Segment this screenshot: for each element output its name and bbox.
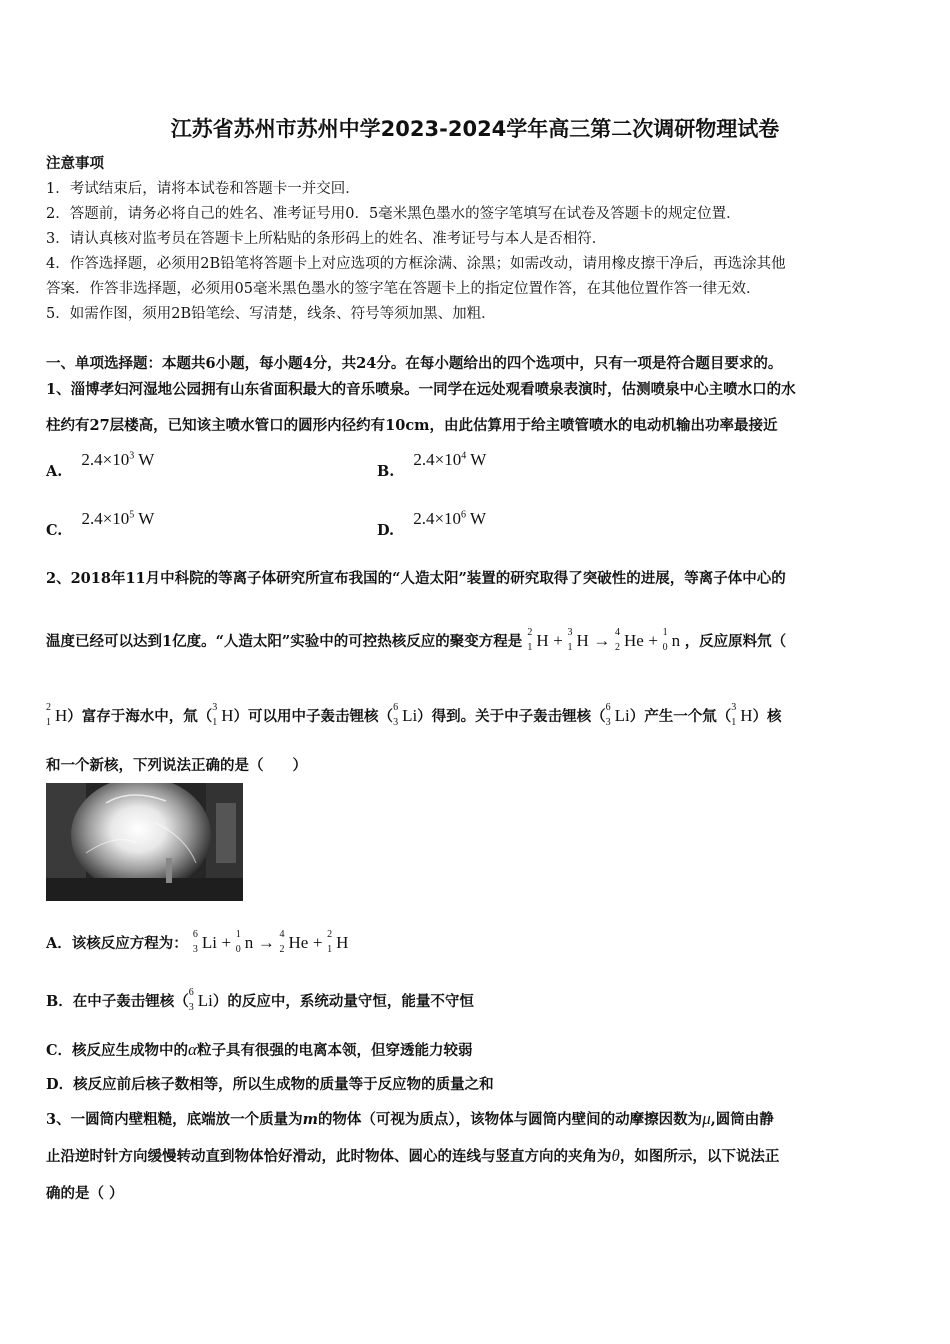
q3-stem-line1: 3、一圆筒内壁粗糙，底端放一个质量为m的物体（可视为质点），该物体与圆筒内壁间的动摩擦因数为μ,圆筒由静: [46, 1109, 774, 1128]
lithium-symbol: 6 3 Li: [393, 702, 418, 728]
option-label: D.: [377, 522, 395, 539]
option-label: A.: [46, 463, 63, 480]
q2-stem-line3: 2 1 H）富存于海水中，氚（ 3 1 H）可以用中子轰击锂核（ 6 3 Li）得到。关于中子轰击锂核（ 6 3 Li）产生一个氚（ 3 1 H）核: [46, 702, 782, 728]
q2-stem-line2: 温度已经可以达到1亿度。“人造太阳”实验中的可控热核反应的聚变方程是 2 1 H + 3 1 H → 4 2 He + 1 0 n ，反应原料氘（: [46, 627, 787, 653]
q1-stem-line1: 1、淄博孝妇河湿地公园拥有山东省面积最大的音乐喷泉。一同学在远处观看喷泉表演时，估测喷泉中心主喷水口的水: [46, 381, 796, 398]
q3-stem-line2: 止沿逆时针方向缓慢转动直到物体恰好滑动，此时物体、圆心的连线与竖直方向的夹角为θ，如图所示，以下说法正: [46, 1146, 780, 1165]
q1-option-c[interactable]: [46, 509, 155, 539]
notice-item: 答案．作答非选择题，必须用05毫米黑色墨水的签字笔在答题卡上的指定位置作答，在其他位置作答一律无效．: [46, 281, 761, 297]
q2-option-c[interactable]: C．核反应生成物中的α粒子具有很强的电离本领，但穿透能力较弱: [46, 1040, 473, 1059]
option-value: $2.4\times 10^3$ W: [81, 450, 155, 469]
q2-stem-line1: 2、2018年11月中科院的等离子体研究所宣布我国的“人造太阳”装置的研究取得了突破性的进展，等离子体中心的: [46, 570, 786, 587]
notice-item: 2．答题前，请务必将自己的姓名、准考证号用0．5毫米黑色墨水的签字笔填写在试卷及答题卡的规定位置．: [46, 206, 741, 222]
lithium-symbol: 6 3 Li: [188, 987, 213, 1013]
page-title: 江苏省苏州市苏州中学2023-2024学年高三第二次调研物理试卷: [170, 117, 780, 141]
alpha-symbol: α: [188, 1040, 197, 1059]
notice-item: 3．请认真核对监考员在答题卡上所粘贴的条形码上的姓名、准考证号与本人是否相符．: [46, 231, 607, 247]
reaction-equation: 6 3 Li + 1 0 n → 4 2 He + 2 1 H: [192, 929, 349, 955]
option-value: $2.4\times 10^6$ W: [413, 509, 487, 528]
lithium-symbol: 6 3 Li: [605, 702, 630, 728]
section-heading: 一、单项选择题：本题共6小题，每小题4分，共24分。在每小题给出的四个选项中，只有一项是符合题目要求的。: [46, 355, 783, 372]
tritium-symbol: 3 1 H: [212, 702, 234, 728]
theta-symbol: θ: [611, 1146, 620, 1165]
notice-item: 5．如需作图，须用2B铅笔绘、写清楚，线条、符号等须加黑、加粗．: [46, 306, 496, 322]
notice-item: 1．考试结束后，请将本试卷和答题卡一并交回．: [46, 181, 360, 197]
plasma-image: [46, 783, 243, 901]
option-value: $2.4\times 10^5$ W: [81, 509, 155, 528]
option-label: B.: [377, 463, 395, 480]
deuterium-symbol: 2 1 H: [46, 702, 68, 728]
artificial-sun-photo: [46, 783, 243, 901]
q1-option-b[interactable]: [377, 450, 487, 480]
mu-symbol: μ: [702, 1109, 711, 1128]
notice-heading: 注意事项: [46, 155, 104, 172]
q1-option-d[interactable]: [377, 509, 487, 539]
tritium-symbol: 3 1 H: [731, 702, 753, 728]
option-value: $2.4\times 10^4$ W: [413, 450, 487, 469]
q3-stem-line3: 确的是（ ）: [46, 1185, 124, 1202]
q2-stem-line4: 和一个新核，下列说法正确的是（ ）: [46, 757, 307, 774]
q2-option-d[interactable]: D．核反应前后核子数相等，所以生成物的质量等于反应物的质量之和: [46, 1076, 494, 1093]
q1-stem-line2: 柱约有27层楼高，已知该主喷水管口的圆形内径约有10cm，由此估算用于给主喷管喷水的电动机输出功率最接近: [46, 417, 778, 434]
fusion-equation: 2 1 H + 3 1 H → 4 2 He + 1 0 n: [527, 627, 681, 653]
q2-option-b[interactable]: B．在中子轰击锂核（ 6 3 Li）的反应中，系统动量守恒，能量不守恒: [46, 987, 474, 1013]
option-label: C.: [46, 522, 63, 539]
q2-option-a[interactable]: A．该核反应方程为： 6 3 Li + 1 0 n → 4 2 He + 2 1 H: [46, 929, 349, 955]
notice-item: 4．作答选择题，必须用2B铅笔将答题卡上对应选项的方框涂满、涂黑；如需改动，请用橡皮擦干净后，再选涂其他: [46, 256, 786, 272]
q1-option-a[interactable]: [46, 450, 155, 480]
